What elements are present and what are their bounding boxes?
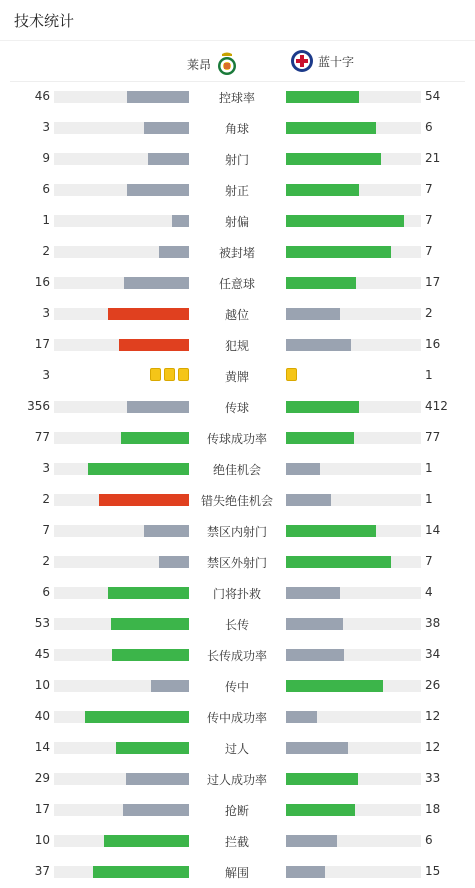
home-value: 53 [34, 616, 50, 630]
home-bar-track [54, 432, 189, 444]
away-value: 38 [425, 616, 441, 630]
home-value: 2 [42, 244, 50, 258]
home-value: 3 [42, 120, 50, 134]
home-bar-fill [126, 773, 189, 785]
away-bar-fill [286, 153, 381, 165]
home-bar-fill [144, 525, 189, 537]
stat-row [0, 112, 475, 143]
home-bar-fill [127, 401, 189, 413]
home-bar-fill [112, 649, 189, 661]
stat-row [0, 608, 475, 639]
away-bar-track [286, 153, 421, 165]
home-bar-fill [116, 742, 189, 754]
home-value: 17 [34, 802, 50, 816]
stat-label: 角球 [224, 122, 249, 136]
stat-label: 传中 [224, 680, 249, 694]
stat-row [0, 701, 475, 732]
away-bar-track [286, 122, 421, 134]
stat-label: 禁区内射门 [206, 525, 267, 539]
stat-row [0, 391, 475, 422]
stats-list [0, 81, 475, 887]
stat-row [0, 329, 475, 360]
home-bar-track [54, 649, 189, 661]
home-bar-fill [104, 835, 189, 847]
home-bar-track [54, 215, 189, 227]
away-bar-fill [286, 401, 359, 413]
stat-label: 抢断 [224, 804, 249, 818]
away-value: 7 [425, 213, 433, 227]
away-bar-track [286, 835, 421, 847]
stat-label: 过人 [224, 742, 249, 756]
home-bar-fill [127, 184, 189, 196]
home-bar-track [54, 339, 189, 351]
away-bar-track [286, 680, 421, 692]
home-bar-fill [148, 153, 189, 165]
stat-row [0, 267, 475, 298]
home-bar-track [54, 153, 189, 165]
stat-row [0, 577, 475, 608]
away-value: 6 [425, 120, 433, 134]
home-team-logo-icon [217, 51, 237, 77]
away-value: 18 [425, 802, 441, 816]
away-bar-track [286, 401, 421, 413]
home-bar-fill [121, 432, 189, 444]
home-value: 6 [42, 585, 50, 599]
stat-row [0, 546, 475, 577]
stat-row [0, 360, 475, 391]
home-bar-track [54, 246, 189, 258]
stat-row [0, 670, 475, 701]
away-value: 26 [425, 678, 441, 692]
away-value: 14 [425, 523, 441, 537]
home-bar-fill [111, 618, 189, 630]
away-bar-track [286, 91, 421, 103]
home-team[interactable] [187, 51, 237, 77]
home-bar-fill [108, 308, 189, 320]
away-bar-fill [286, 835, 337, 847]
home-bar-fill [99, 494, 189, 506]
home-value: 77 [34, 430, 50, 444]
stat-row [0, 639, 475, 670]
stat-row [0, 81, 475, 112]
away-bar-track [286, 649, 421, 661]
away-value: 7 [425, 554, 433, 568]
stat-row [0, 484, 475, 515]
stat-label: 过人成功率 [206, 773, 267, 787]
stat-label: 解围 [224, 866, 249, 880]
away-value: 34 [425, 647, 441, 661]
stat-label: 被封堵 [218, 246, 255, 260]
home-value: 46 [34, 89, 50, 103]
away-value: 33 [425, 771, 441, 785]
stat-row [0, 298, 475, 329]
home-value: 1 [42, 213, 50, 227]
home-bar-track [54, 91, 189, 103]
away-value: 77 [425, 430, 441, 444]
away-bar-fill [286, 215, 404, 227]
page-title: 技术统计 [14, 12, 75, 30]
away-bar-fill [286, 618, 343, 630]
stat-row [0, 856, 475, 887]
away-bar-track [286, 866, 421, 878]
away-bar-track [286, 525, 421, 537]
home-bar-track [54, 401, 189, 413]
away-bar-fill [286, 277, 356, 289]
away-bar-fill [286, 866, 325, 878]
stat-label: 长传 [224, 618, 249, 632]
home-value: 29 [34, 771, 50, 785]
home-team-name: 莱昂 [186, 57, 211, 72]
stat-row [0, 143, 475, 174]
home-bar-fill [144, 122, 189, 134]
away-value: 12 [425, 740, 441, 754]
home-bar-fill [123, 804, 189, 816]
yellow-card-icon [164, 368, 175, 381]
home-value: 7 [42, 523, 50, 537]
away-value: 15 [425, 864, 441, 878]
home-value: 3 [42, 306, 50, 320]
stat-row [0, 825, 475, 856]
away-value: 4 [425, 585, 433, 599]
away-bar-fill [286, 804, 355, 816]
away-team-logo-icon [290, 49, 314, 73]
home-bar-track [54, 618, 189, 630]
stat-label: 传球成功率 [206, 432, 267, 446]
stat-label: 传中成功率 [206, 711, 267, 725]
away-bar-track [286, 277, 421, 289]
away-bar-track [286, 711, 421, 723]
away-bar-track [286, 556, 421, 568]
away-bar-track [286, 215, 421, 227]
stat-row [0, 732, 475, 763]
away-bar-track [286, 804, 421, 816]
home-value: 2 [42, 554, 50, 568]
home-bar-track [54, 587, 189, 599]
home-bar-fill [151, 680, 189, 692]
away-value: 1 [425, 368, 433, 382]
away-team-name: 蓝十字 [318, 54, 355, 69]
away-value: 412 [425, 399, 448, 413]
away-bar-fill [286, 773, 358, 785]
away-bar-fill [286, 587, 340, 599]
away-bar-fill [286, 494, 331, 506]
stat-row [0, 205, 475, 236]
stat-label: 错失绝佳机会 [200, 494, 273, 508]
away-bar-track [286, 742, 421, 754]
home-bar-track [54, 308, 189, 320]
stat-label: 射偏 [224, 215, 249, 229]
stat-label: 门将扑救 [212, 587, 261, 601]
away-value: 6 [425, 833, 433, 847]
home-value: 9 [42, 151, 50, 165]
stat-label: 射门 [224, 153, 249, 167]
teams-header [10, 41, 465, 82]
away-bar-track [286, 339, 421, 351]
away-bar-fill [286, 556, 391, 568]
home-bar-fill [159, 246, 189, 258]
away-value: 7 [425, 244, 433, 258]
away-bar-fill [286, 122, 376, 134]
home-value: 3 [42, 461, 50, 475]
away-value: 17 [425, 275, 441, 289]
stat-row [0, 174, 475, 205]
home-bar-fill [108, 587, 189, 599]
home-bar-fill [124, 277, 189, 289]
stat-row [0, 236, 475, 267]
yellow-card-icon [150, 368, 161, 381]
away-bar-track [286, 432, 421, 444]
away-bar-track [286, 587, 421, 599]
stat-row [0, 422, 475, 453]
away-value: 1 [425, 461, 433, 475]
stat-label: 犯规 [224, 339, 249, 353]
stat-row [0, 515, 475, 546]
stat-row [0, 763, 475, 794]
yellow-card-icon [178, 368, 189, 381]
away-bar-track [286, 463, 421, 475]
home-value: 14 [34, 740, 50, 754]
away-value: 1 [425, 492, 433, 506]
stat-label: 任意球 [218, 277, 255, 291]
home-value: 6 [42, 182, 50, 196]
away-bar-fill [286, 649, 344, 661]
away-bar-track [286, 246, 421, 258]
home-bar-track [54, 866, 189, 878]
stat-row [0, 453, 475, 484]
home-bar-track [54, 463, 189, 475]
home-value: 37 [34, 864, 50, 878]
away-bar-fill [286, 680, 383, 692]
away-team[interactable] [290, 49, 354, 73]
home-value: 10 [34, 833, 50, 847]
home-bar-track [54, 804, 189, 816]
home-bar-fill [93, 866, 189, 878]
home-bar-track [54, 556, 189, 568]
home-bar-fill [85, 711, 189, 723]
away-bar-fill [286, 184, 359, 196]
away-value: 12 [425, 709, 441, 723]
stat-label: 禁区外射门 [206, 556, 267, 570]
home-bar-track [54, 277, 189, 289]
away-bar-fill [286, 525, 376, 537]
stat-label: 长传成功率 [206, 649, 267, 663]
home-bar-fill [119, 339, 189, 351]
home-value: 16 [34, 275, 50, 289]
away-value: 54 [425, 89, 441, 103]
away-yellow-cards [286, 368, 297, 381]
away-bar-track [286, 184, 421, 196]
home-bar-track [54, 494, 189, 506]
away-value: 2 [425, 306, 433, 320]
away-bar-fill [286, 432, 354, 444]
away-bar-fill [286, 742, 348, 754]
away-value: 21 [425, 151, 441, 165]
home-bar-track [54, 835, 189, 847]
stat-label: 绝佳机会 [212, 463, 261, 477]
home-value: 2 [42, 492, 50, 506]
stat-label: 越位 [224, 308, 249, 322]
stat-row [0, 794, 475, 825]
home-value: 3 [42, 368, 50, 382]
home-bar-fill [159, 556, 189, 568]
home-bar-track [54, 773, 189, 785]
home-value: 40 [34, 709, 50, 723]
away-bar-fill [286, 711, 317, 723]
home-bar-track [54, 525, 189, 537]
away-bar-fill [286, 463, 320, 475]
stat-label: 控球率 [218, 91, 255, 105]
home-value: 10 [34, 678, 50, 692]
away-bar-track [286, 773, 421, 785]
stat-label: 射正 [224, 184, 249, 198]
home-bar-track [54, 122, 189, 134]
header [0, 0, 475, 41]
away-bar-track [286, 494, 421, 506]
home-value: 356 [27, 399, 50, 413]
home-value: 17 [34, 337, 50, 351]
home-bar-fill [127, 91, 189, 103]
home-bar-track [54, 742, 189, 754]
away-bar-fill [286, 246, 391, 258]
home-bar-fill [172, 215, 189, 227]
away-bar-fill [286, 339, 351, 351]
away-bar-track [286, 618, 421, 630]
yellow-card-icon [286, 368, 297, 381]
stat-label: 黄牌 [224, 370, 249, 384]
home-bar-track [54, 711, 189, 723]
home-bar-fill [88, 463, 189, 475]
away-value: 16 [425, 337, 441, 351]
away-value: 7 [425, 182, 433, 196]
stat-label: 传球 [224, 401, 249, 415]
stat-label: 拦截 [224, 835, 249, 849]
home-value: 45 [34, 647, 50, 661]
home-yellow-cards [150, 368, 189, 381]
away-bar-track [286, 308, 421, 320]
away-bar-fill [286, 308, 340, 320]
away-bar-fill [286, 91, 359, 103]
home-bar-track [54, 680, 189, 692]
home-bar-track [54, 184, 189, 196]
